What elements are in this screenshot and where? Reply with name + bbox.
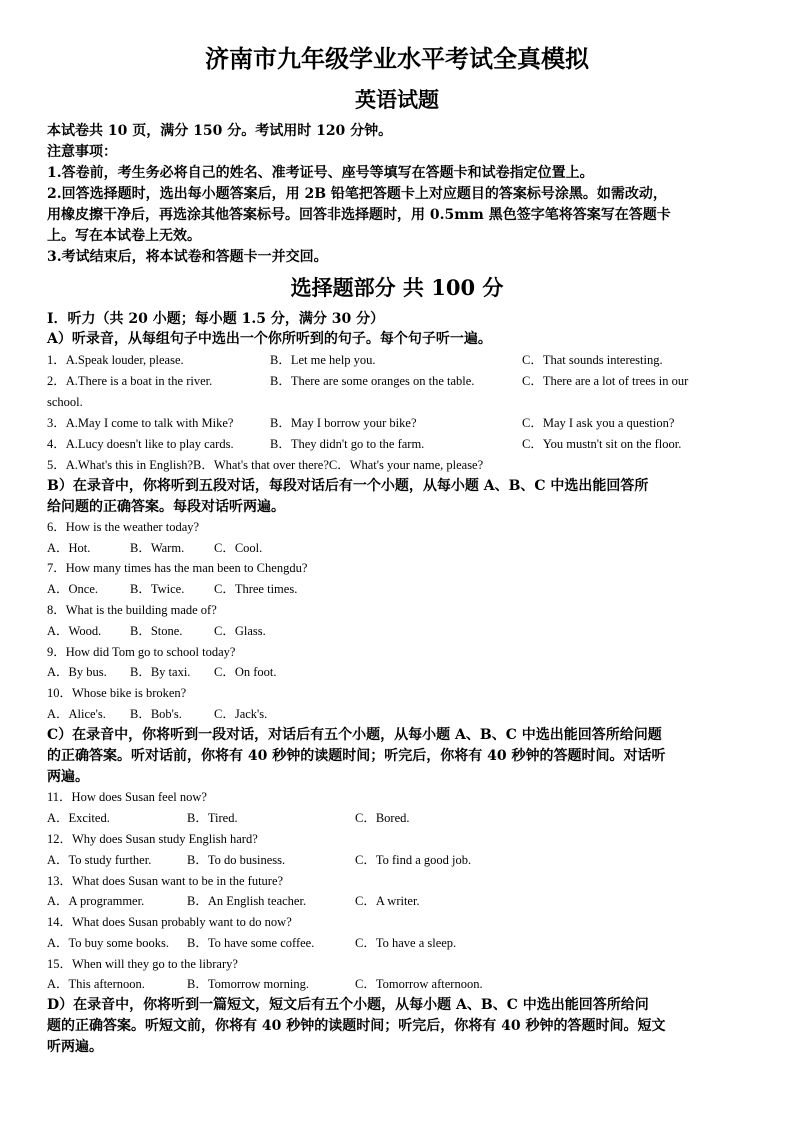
question-11-option-a: A．Excited.: [47, 811, 110, 825]
question-15: 15．When will they go to the library?: [47, 957, 238, 971]
question-6-option-c: C．Cool.: [214, 541, 263, 555]
question-2-option-c: C．There are a lot of trees in our: [522, 374, 689, 388]
part-b-instructions-1: B）在录音中，你将听到五段对话，每段对话后有一个小题，从每小题 A、B、C 中选出能回答所: [47, 478, 649, 494]
question-1-option-c: C．That sounds interesting.: [522, 353, 663, 367]
question-13-option-c: C．A writer.: [355, 894, 420, 908]
part-a-instructions: A）听录音，从每组句子中选出一个你所听到的句子。每个句子听一遍。: [47, 331, 492, 347]
question-14-option-c: C．To have a sleep.: [355, 936, 457, 950]
question-3-option-c: C．May I ask you a question?: [522, 416, 675, 430]
part-d-instructions-1: D）在录音中，你将听到一篇短文，短文后有五个小题，从每小题 A、B、C 中选出能回答所给问: [47, 997, 649, 1013]
question-8-option-a: A．Wood.: [47, 624, 102, 638]
question-7-option-a: A．Once.: [47, 582, 99, 596]
question-8-option-b: B．Stone.: [130, 624, 183, 638]
question-9-option-c: C．On foot.: [214, 665, 277, 679]
question-9-option-b: B．By taxi.: [130, 665, 191, 679]
question-4-option-a: 4．A.Lucy doesn't like to play cards.: [47, 437, 234, 451]
question-13-option-a: A．A programmer.: [47, 894, 145, 908]
note-2b: 用橡皮擦干净后，再选涂其他答案标号。回答非选择题时，用 0.5mm 黑色签字笔将答案写在答题卡: [47, 207, 671, 223]
question-10-option-a: A．Alice's.: [47, 707, 106, 721]
question-15-option-b: B．Tomorrow morning.: [187, 977, 310, 991]
notes-title: 注意事项：: [47, 144, 117, 160]
question-3-option-a: 3．A.May I come to talk with Mike?: [47, 416, 234, 430]
question-15-option-a: A．This afternoon.: [47, 977, 145, 991]
question-4-option-c: C．You mustn't sit on the floor.: [522, 437, 682, 451]
intro-line: 本试卷共 10 页，满分 150 分。考试用时 120 分钟。: [47, 123, 393, 139]
section-title: 选择题部分 共 100 分: [290, 275, 504, 300]
note-1: 1.答卷前，考生务必将自己的姓名、准考证号、座号等填写在答题卡和试卷指定位置上。: [47, 165, 594, 181]
question-15-option-c: C．Tomorrow afternoon.: [355, 977, 483, 991]
question-3-option-b: B．May I borrow your bike?: [270, 416, 417, 430]
note-3: 3.考试结束后，将本试卷和答题卡一并交回。: [47, 249, 328, 265]
question-6: 6．How is the weather today?: [47, 520, 200, 534]
question-12-option-a: A．To study further.: [47, 853, 152, 867]
question-11-option-c: C．Bored.: [355, 811, 410, 825]
question-1-option-b: B．Let me help you.: [270, 353, 376, 367]
question-11-option-b: B．Tired.: [187, 811, 238, 825]
part-b-instructions-2: 给问题的正确答案。每段对话听两遍。: [47, 499, 285, 515]
question-7-option-c: C．Three times.: [214, 582, 298, 596]
question-8: 8．What is the building made of?: [47, 603, 217, 617]
question-9-option-a: A．By bus.: [47, 665, 107, 679]
question-5: 5．A.What's this in English?B．What's that over there?C．What's your name, please?: [47, 458, 484, 472]
question-13-option-b: B．An English teacher.: [187, 894, 307, 908]
part-d-instructions-3: 听两遍。: [47, 1039, 103, 1055]
question-12: 12．Why does Susan study English hard?: [47, 832, 258, 846]
question-4-option-b: B．They didn't go to the farm.: [270, 437, 425, 451]
question-2-wrap: school.: [47, 395, 83, 409]
question-13: 13．What does Susan want to be in the future?: [47, 874, 284, 888]
note-2a: 2.回答选择题时，选出每小题答案后，用 2B 铅笔把答题卡上对应题目的答案标号涂黑。如需改动，: [47, 186, 667, 202]
question-2-option-a: 2．A.There is a boat in the river.: [47, 374, 213, 388]
part-c-instructions-2: 的正确答案。听对话前，你将有 40 秒钟的读题时间；听完后，你将有 40 秒钟的答题时间。对话听: [47, 748, 666, 764]
question-8-option-c: C．Glass.: [214, 624, 266, 638]
question-10: 10．Whose bike is broken?: [47, 686, 187, 700]
question-11: 11．How does Susan feel now?: [47, 790, 207, 804]
question-9: 9．How did Tom go to school today?: [47, 645, 236, 659]
part-c-instructions-1: C）在录音中，你将听到一段对话，对话后有五个小题，从每小题 A、B、C 中选出能回答所给问题: [47, 727, 662, 743]
question-7-option-b: B．Twice.: [130, 582, 185, 596]
question-12-option-c: C．To find a good job.: [355, 853, 472, 867]
question-10-option-c: C．Jack's.: [214, 707, 268, 721]
question-1-option-a: 1．A.Speak louder, please.: [47, 353, 184, 367]
question-10-option-b: B．Bob's.: [130, 707, 182, 721]
question-6-option-a: A．Hot.: [47, 541, 91, 555]
exam-title: 济南市九年级学业水平考试全真模拟: [205, 44, 589, 73]
question-6-option-b: B．Warm.: [130, 541, 185, 555]
question-14-option-a: A．To buy some books.: [47, 936, 170, 950]
question-12-option-b: B．To do business.: [187, 853, 286, 867]
part-d-instructions-2: 题的正确答案。听短文前，你将有 40 秒钟的读题时间；听完后，你将有 40 秒钟的答题时间。短文: [47, 1018, 666, 1034]
question-7: 7．How many times has the man been to Chengdu?: [47, 561, 308, 575]
question-14-option-b: B．To have some coffee.: [187, 936, 315, 950]
question-14: 14．What does Susan probably want to do now?: [47, 915, 292, 929]
note-2c: 上。写在本试卷上无效。: [47, 228, 201, 244]
exam-subtitle: 英语试题: [355, 87, 439, 112]
question-2-option-b: B．There are some oranges on the table.: [270, 374, 475, 388]
part-c-instructions-3: 两遍。: [47, 769, 89, 785]
part-1-heading: I．听力（共 20 小题；每小题 1.5 分，满分 30 分）: [47, 311, 385, 327]
